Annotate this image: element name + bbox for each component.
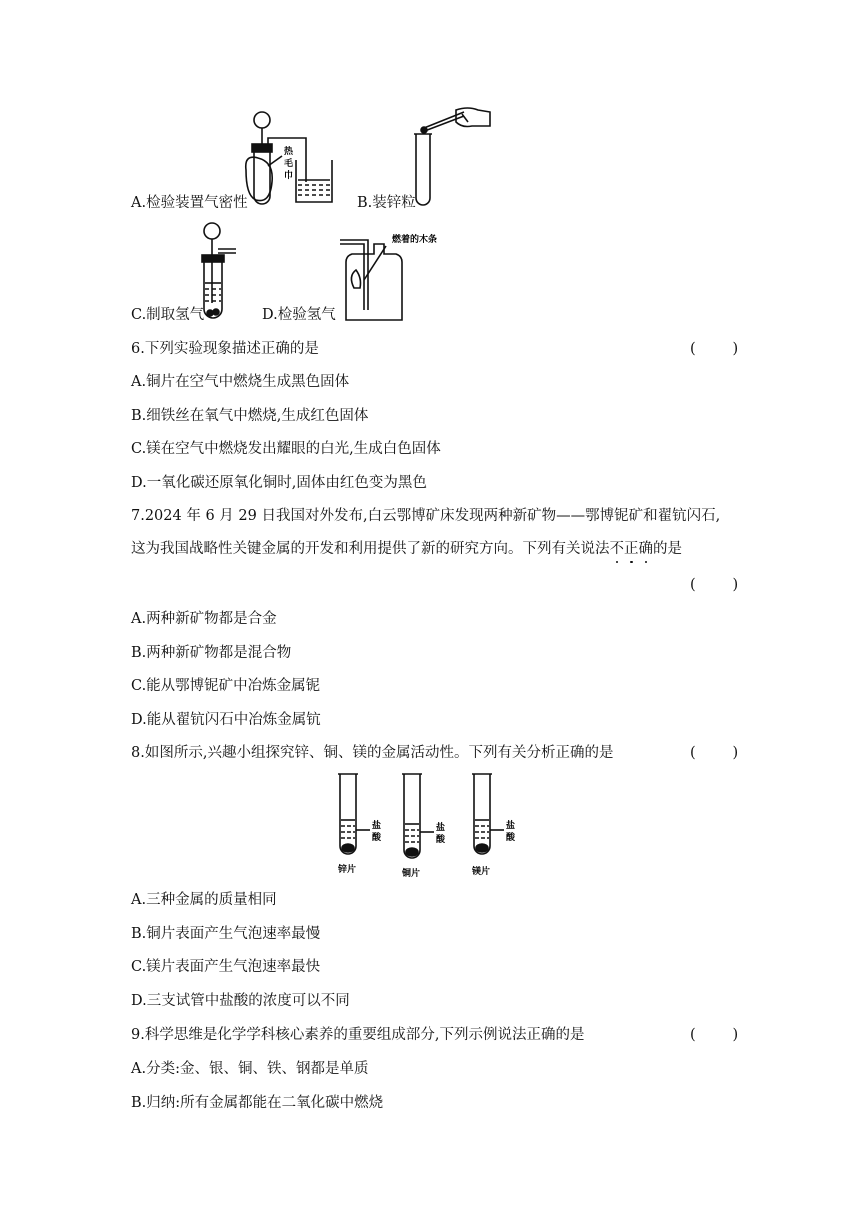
option-6d: D.一氧化碳还原氧化铜时,固体由红色变为黑色 (131, 475, 427, 491)
figure-a-airtightness-apparatus (244, 108, 344, 214)
question-8-answer-blank: ( ) (690, 745, 739, 761)
figure-b-add-zinc (412, 108, 492, 210)
option-8d: D.三支试管中盐酸的浓度可以不同 (131, 993, 350, 1009)
question-7-answer-blank: ( ) (690, 577, 739, 593)
option-8a: A.三种金属的质量相同 (131, 892, 277, 908)
option-8b: B.铜片表面产生气泡速率最慢 (131, 926, 321, 942)
option-6a: A.铜片在空气中燃烧生成黑色固体 (131, 374, 350, 390)
emphasis-char-2: 正 (624, 541, 639, 557)
option-7a: A.两种新矿物都是合金 (131, 611, 277, 627)
question-9-stem: 9.科学思维是化学学科核心素养的重要组成部分,下列示例说法正确的是 (131, 1027, 585, 1043)
question-7-stem-post: 的是 (653, 541, 682, 557)
option-9a: A.分类:金、银、铜、铁、钢都是单质 (131, 1061, 369, 1077)
acid-label-2a: 盐 (436, 823, 446, 833)
option-6c: C.镁在空气中燃烧发出耀眼的白光,生成白色固体 (131, 441, 441, 457)
copper-label: 铜片 (402, 869, 421, 879)
question-8-stem: 8.如图所示,兴趣小组探究锌、铜、镁的金属活动性。下列有关分析正确的是 (131, 745, 614, 761)
zinc-label: 锌片 (338, 865, 357, 875)
option-5c: C.制取氢气 (131, 307, 205, 323)
acid-label-3b: 酸 (506, 833, 516, 843)
option-8c: C.镁片表面产生气泡速率最快 (131, 959, 321, 975)
test-tube-copper (402, 774, 434, 858)
option-5d: D.检验氢气 (262, 307, 336, 323)
towel-label-2: 毛 (284, 159, 294, 169)
towel-label-1: 热 (284, 147, 294, 157)
acid-label-1a: 盐 (372, 821, 382, 831)
option-5b: B.装锌粒 (357, 195, 416, 211)
option-7d: D.能从翟钪闪石中冶炼金属钪 (131, 712, 321, 728)
acid-label-2b: 酸 (436, 835, 446, 845)
acid-label-1b: 酸 (372, 833, 382, 843)
acid-label-3a: 盐 (506, 821, 516, 831)
test-tube-magnesium (472, 774, 504, 854)
emphasis-char-3: 确 (638, 541, 653, 557)
figure-metal-activity-test-tubes (328, 770, 528, 880)
option-6b: B.细铁丝在氧气中燃烧,生成红色固体 (131, 408, 369, 424)
option-9b: B.归纳:所有金属都能在二氧化碳中燃烧 (131, 1095, 384, 1111)
question-7-stem-line1: 7.2024 年 6 月 29 日我国对外发布,白云鄂博矿床发现两种新矿物——鄂博铌矿和翟钪闪石, (131, 508, 721, 524)
test-tube-zinc (338, 774, 370, 854)
question-7-stem-pre: 这为我国战略性关键金属的开发和利用提供了新的研究方向。下列有关说法 (131, 541, 610, 557)
burning-splint-label: 燃着的木条 (392, 235, 438, 245)
option-7b: B.两种新矿物都是混合物 (131, 645, 292, 661)
option-7c: C.能从鄂博铌矿中冶炼金属铌 (131, 678, 321, 694)
figure-d-test-hydrogen (338, 230, 448, 322)
question-6-stem: 6.下列实验现象描述正确的是 (131, 341, 319, 357)
question-9-answer-blank: ( ) (690, 1027, 739, 1043)
option-5a: A.检验装置气密性 (131, 195, 248, 211)
question-7-stem-line2 (131, 539, 682, 559)
magnesium-label: 镁片 (472, 867, 491, 877)
towel-label-3: 巾 (284, 171, 294, 181)
question-6-answer-blank: ( ) (690, 341, 739, 357)
emphasis-char-1: 不 (609, 541, 624, 557)
